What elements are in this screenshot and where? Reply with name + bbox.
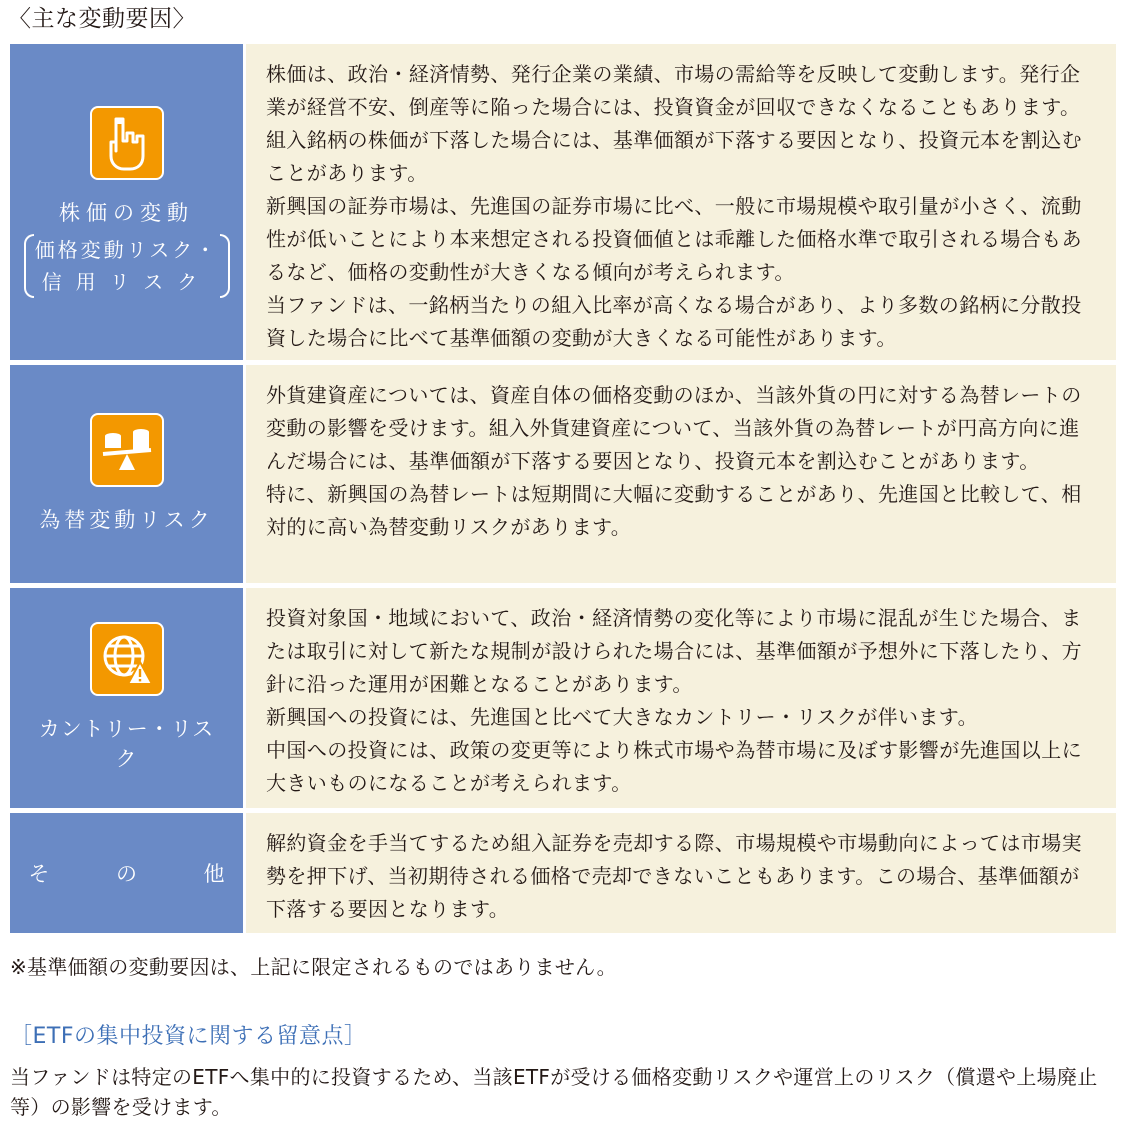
footnote: ※基準価額の変動要因は、上記に限定されるものではありません。 bbox=[10, 955, 617, 979]
risk-description bbox=[246, 813, 1116, 933]
open-paren-mark bbox=[24, 234, 34, 298]
risk-label-char: そ bbox=[28, 862, 50, 886]
risk-label: 為替変動リスク bbox=[39, 508, 214, 532]
risk-paragraph: 投資対象国・地域において、政治・経済情勢の変化等により市場に混乱が生じた場合、または取引に対して新たな規制が設けられた場合には、基準価額が予想外に下落したり、方針に沿った運用が困難となることがあります。 bbox=[266, 606, 1082, 696]
risk-row-other bbox=[10, 813, 1116, 933]
risk-paragraph: 新興国の証券市場は、先進国の証券市場に比べ、一般に市場規模や取引量が小さく、流動性が低いことにより本来想定される投資価値とは乖離した価格水準で取引される場合もあるなど、価格の変動性が大きくなる傾向が考えられます。 bbox=[266, 194, 1082, 284]
risk-description bbox=[246, 44, 1116, 360]
risk-label-char: 他 bbox=[203, 862, 225, 886]
risk-sub-label bbox=[32, 234, 222, 298]
risk-label-cell bbox=[10, 588, 243, 808]
risk-paragraph: 中国への投資には、政策の変更等により株式市場や為替市場に及ぼす影響が先進国以上に大きいものになることが考えられます。 bbox=[266, 738, 1082, 795]
risk-label-cell bbox=[10, 365, 243, 583]
risk-row-fx bbox=[10, 365, 1116, 583]
risk-label: 株価の変動 bbox=[59, 201, 194, 225]
risk-label: カントリー・リスク bbox=[38, 717, 215, 771]
risk-paragraph: 解約資金を手当てするため組入証券を売却する際、市場規模や市場動向によっては市場実勢を押下げ、当初期待される価格で売却できないこともあります。この場合、基準価額が下落する要因となります。 bbox=[266, 831, 1082, 921]
globe-warning-icon bbox=[90, 622, 164, 696]
etf-section-title: ［ETFの集中投資に関する留意点］ bbox=[10, 1024, 367, 1049]
risk-description bbox=[246, 365, 1116, 583]
risk-label-cell bbox=[10, 813, 243, 933]
risk-paragraph: 株価は、政治・経済情勢、発行企業の業績、市場の需給等を反映して変動します。発行企業が経営不安、倒産等に陥った場合には、投資資金が回収できなくなることもあります。組入銘柄の株価が下落した場合には、基準価額が下落する要因となり、投資元本を割込むことがあります。 bbox=[266, 62, 1082, 185]
etf-section-body: 当ファンドは特定のETFへ集中的に投資するため、当該ETFが受ける価格変動リスクや運営上のリスク（償還や上場廃止等）の影響を受けます。 bbox=[10, 1065, 1098, 1119]
risk-row-stock bbox=[10, 44, 1116, 360]
risk-row-country bbox=[10, 588, 1116, 808]
risk-label-char: の bbox=[116, 862, 137, 886]
risk-paragraph: 外貨建資産については、資産自体の価格変動のほか、当該外貨の円に対する為替レートの変動の影響を受けます。組入外貨建資産について、当該外貨の為替レートが円高方向に進んだ場合には、基準価額が下落する要因となり、投資元本を割込むことがあります。 bbox=[266, 383, 1082, 473]
risk-factors-table bbox=[10, 44, 1116, 938]
section-heading: 〈主な変動要因〉 bbox=[8, 6, 196, 32]
coin-balance-icon bbox=[90, 413, 164, 487]
risk-paragraph: 当ファンドは、一銘柄当たりの組入比率が高くなる場合があり、より多数の銘柄に分散投資した場合に比べて基準価額の変動が大きくなる可能性があります。 bbox=[266, 293, 1082, 350]
hand-icon bbox=[90, 106, 164, 180]
risk-label bbox=[29, 858, 225, 888]
risk-sub-label-line: 価格変動リスク・ bbox=[34, 238, 219, 262]
risk-paragraph: 新興国への投資には、先進国と比べて大きなカントリー・リスクが伴います。 bbox=[266, 705, 978, 729]
risk-label-cell bbox=[10, 44, 243, 360]
risk-description bbox=[246, 588, 1116, 808]
risk-sub-label-line: 信用リスク bbox=[41, 270, 212, 294]
close-paren-mark bbox=[220, 234, 230, 298]
risk-paragraph: 特に、新興国の為替レートは短期間に大幅に変動することがあり、先進国と比較して、相対的に高い為替変動リスクがあります。 bbox=[266, 482, 1082, 539]
